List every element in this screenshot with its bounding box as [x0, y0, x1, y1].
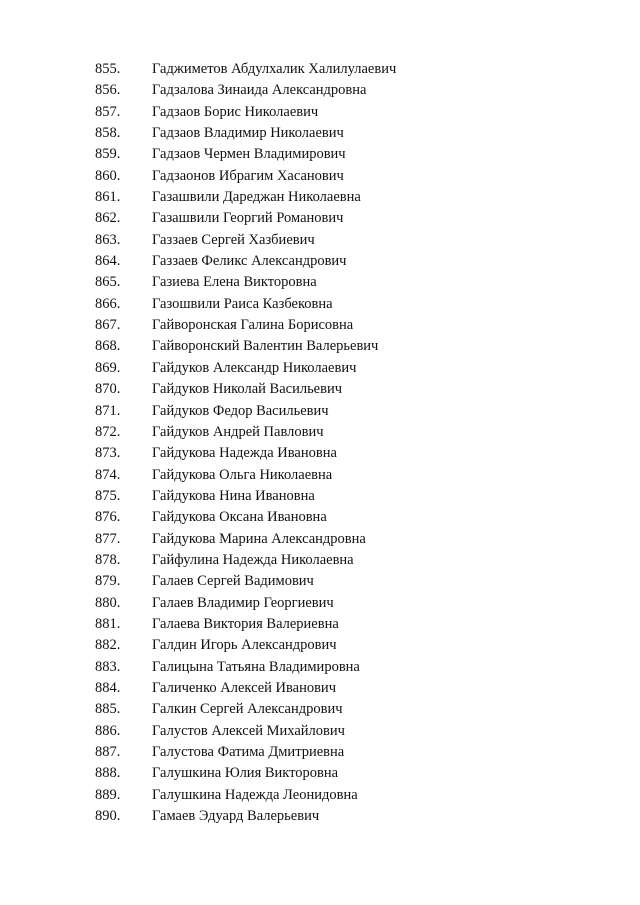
list-item [0, 785, 640, 806]
entry-name: Гаджиметов Абдулхалик Халилулаевич [152, 61, 397, 77]
entry-number: 875. [95, 487, 121, 504]
entry-number: 886. [95, 722, 121, 739]
entry-name: Газзаев Феликс Александрович [152, 253, 347, 270]
entry-name: Галушкина Юлия Викторовна [152, 765, 339, 782]
list-item [0, 123, 640, 144]
list-item [0, 144, 640, 165]
list-item [0, 806, 640, 827]
entry-number: 868. [95, 338, 121, 355]
list-item [0, 721, 640, 742]
entry-name: Газашвили Дареджан Николаевна [152, 189, 361, 206]
list-item [0, 379, 640, 400]
list-item [0, 187, 640, 208]
entry-name: Галкин Сергей Александрович [152, 701, 343, 718]
list-item [0, 529, 640, 550]
entry-name: Гайдуков Андрей Павлович [152, 423, 324, 440]
entry-name: Гадзаов Чермен Владимирович [152, 146, 346, 163]
entry-name: Гайдуков Федор Васильевич [152, 402, 329, 419]
entry-number: 856. [95, 82, 121, 99]
entry-number: 889. [95, 786, 121, 803]
entry-number: 877. [95, 530, 121, 547]
list-item [0, 208, 640, 229]
entry-name: Гадзаонов Ибрагим Хасанович [152, 167, 344, 184]
entry-name: Гайдукова Оксана Ивановна [152, 509, 327, 526]
entry-name: Газашвили Георгий Романович [152, 210, 344, 227]
list-item [0, 678, 640, 699]
list-item [0, 422, 640, 443]
list-item [0, 742, 640, 763]
list-item [0, 272, 640, 293]
entry-name: Гайдуков Николай Васильевич [152, 381, 343, 398]
entry-number: 884. [95, 679, 121, 696]
entry-name: Гайдукова Нина Ивановна [152, 487, 315, 504]
entry-number: 867. [95, 317, 121, 334]
list-item [0, 699, 640, 720]
entry-number: 874. [95, 466, 121, 483]
entry-number: 878. [95, 551, 121, 568]
list-item [0, 80, 640, 101]
name-list [0, 59, 640, 827]
entry-number: 869. [95, 359, 121, 376]
entry-number: 859. [95, 146, 121, 163]
entry-name: Гайворонская Галина Борисовна [152, 317, 354, 334]
list-item [0, 614, 640, 635]
entry-number: 883. [95, 658, 121, 675]
list-item [0, 59, 640, 80]
list-item [0, 166, 640, 187]
entry-name: Галустова Фатима Дмитриевна [152, 744, 345, 760]
entry-name: Гамаев Эдуард Валерьевич [152, 808, 320, 825]
entry-number: 862. [95, 210, 121, 227]
list-item [0, 507, 640, 528]
entry-number: 857. [95, 103, 121, 120]
entry-name: Гайдукова Марина Александровна [152, 530, 366, 547]
list-item [0, 251, 640, 272]
entry-number: 873. [95, 445, 121, 462]
entry-number: 885. [95, 701, 121, 718]
entry-number: 887. [95, 744, 121, 760]
list-item [0, 657, 640, 678]
list-item [0, 465, 640, 486]
entry-number: 860. [95, 167, 121, 184]
entry-name: Газиева Елена Викторовна [152, 274, 317, 291]
entry-number: 871. [95, 402, 121, 419]
entry-name: Гайдукова Надежда Ивановна [152, 445, 337, 462]
entry-name: Галдин Игорь Александрович [152, 637, 337, 654]
entry-number: 876. [95, 509, 121, 526]
entry-name: Гадзаов Борис Николаевич [152, 103, 319, 120]
entry-name: Газзаев Сергей Хазбиевич [152, 231, 315, 248]
entry-number: 870. [95, 381, 121, 398]
entry-name: Галушкина Надежда Леонидовна [152, 786, 358, 803]
entry-name: Галиченко Алексей Иванович [152, 679, 336, 696]
list-item [0, 571, 640, 592]
entry-number: 863. [95, 231, 121, 248]
list-item [0, 230, 640, 251]
list-item [0, 336, 640, 357]
entry-name: Гайворонский Валентин Валерьевич [152, 338, 379, 355]
list-item [0, 763, 640, 784]
entry-name: Галаев Сергей Вадимович [152, 573, 314, 590]
entry-name: Галаев Владимир Георгиевич [152, 594, 334, 611]
entry-name: Гайдуков Александр Николаевич [152, 359, 357, 376]
list-item [0, 315, 640, 336]
list-item [0, 443, 640, 464]
entry-number: 879. [95, 573, 121, 590]
entry-number: 861. [95, 189, 121, 206]
entry-name: Галаева Виктория Валериевна [152, 615, 339, 632]
entry-number: 866. [95, 295, 121, 312]
entry-name: Гадзалова Зинаида Александровна [152, 82, 367, 99]
entry-name: Галустов Алексей Михайлович [152, 722, 345, 739]
entry-number: 890. [95, 808, 121, 825]
entry-number: 881. [95, 615, 121, 632]
entry-number: 855. [95, 61, 121, 77]
entry-number: 872. [95, 423, 121, 440]
entry-number: 888. [95, 765, 121, 782]
list-item [0, 401, 640, 422]
entry-number: 882. [95, 637, 121, 654]
list-item [0, 593, 640, 614]
entry-name: Газошвили Раиса Казбековна [152, 295, 333, 312]
list-item [0, 294, 640, 315]
entry-number: 865. [95, 274, 121, 291]
list-item [0, 102, 640, 123]
entry-name: Гайдукова Ольга Николаевна [152, 466, 333, 483]
entry-number: 858. [95, 125, 121, 142]
entry-name: Гайфулина Надежда Николаевна [152, 551, 354, 568]
list-item [0, 358, 640, 379]
entry-name: Галицына Татьяна Владимировна [152, 658, 360, 675]
entry-name: Гадзаов Владимир Николаевич [152, 125, 344, 142]
list-item [0, 486, 640, 507]
list-item [0, 635, 640, 656]
entry-number: 880. [95, 594, 121, 611]
list-item [0, 550, 640, 571]
entry-number: 864. [95, 253, 121, 270]
